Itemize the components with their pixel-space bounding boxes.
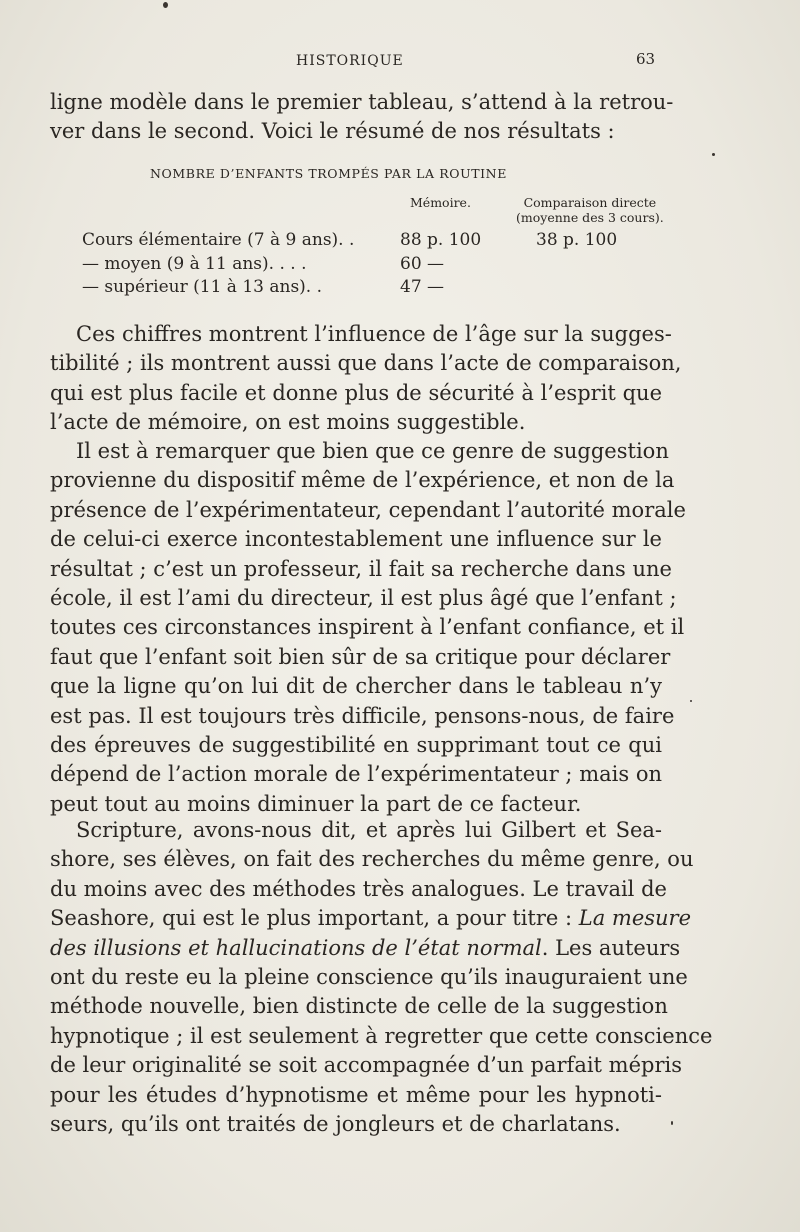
text-line: Scripture, avons-nous dit, et après lui Gilbert et Sea- bbox=[76, 818, 662, 842]
text-line: pour les études d’hypnotisme et même pour les hypnoti- bbox=[50, 1082, 662, 1107]
text-line: dépend de l’action morale de l’expérimentateur ; mais on bbox=[50, 762, 662, 787]
running-title: HISTORIQUE bbox=[296, 53, 404, 69]
title-italic: des illusions et hallucinations de l’état normal bbox=[50, 935, 542, 960]
text-line: hypnotique ; il est seulement à regretter que cette conscience bbox=[50, 1023, 713, 1048]
text-line: méthode nouvelle, bien distincte de celle de la suggestion bbox=[50, 994, 668, 1019]
text-line: de celui-ci exerce incontestablement une influence sur le bbox=[50, 527, 662, 552]
text-line: Ces chiffres montrent l’influence de l’âge sur la sugges- bbox=[76, 322, 672, 346]
paragraph-3 bbox=[50, 816, 713, 1139]
ink-speck bbox=[712, 153, 715, 156]
column-header-line: Comparaison directe bbox=[523, 195, 657, 210]
text-line: qui est plus facile et donne plus de sécurité à l’esprit que bbox=[50, 380, 662, 405]
text-line: shore, ses élèves, on fait des recherches du même genre, ou bbox=[50, 847, 694, 872]
text-line: résultat ; c’est un professeur, il fait sa recherche dans une bbox=[50, 556, 672, 581]
page-number: 63 bbox=[636, 50, 656, 68]
ink-speck bbox=[690, 700, 692, 702]
paragraph-2 bbox=[50, 437, 686, 819]
text-line: école, il est l’ami du directeur, il est plus âgé que l’enfant ; bbox=[50, 586, 677, 611]
text-line bbox=[50, 904, 692, 933]
row-memoire-value: 60 — bbox=[400, 254, 445, 274]
row-memoire-value: 88 p. 100 bbox=[400, 230, 482, 250]
text-line: que la ligne qu’on lui dit de chercher dans le tableau n’y bbox=[50, 674, 662, 699]
text-line: toutes ces circonstances inspirent à l’enfant confiance, et il bbox=[50, 615, 685, 640]
text-line: ver dans le second. Voici le résumé de nos résultats : bbox=[50, 119, 615, 144]
row-memoire-value: 47 — bbox=[400, 277, 445, 297]
row-label: Cours élémentaire (7 à 9 ans). . bbox=[82, 230, 355, 250]
text-segment: Seashore, qui est le plus important, a pour titre : bbox=[50, 906, 579, 931]
column-header-comparaison bbox=[516, 195, 664, 225]
paragraph-1 bbox=[50, 320, 682, 438]
row-label: — moyen (9 à 11 ans). . . . bbox=[82, 254, 307, 274]
text-line: Il est à remarquer que bien que ce genre de suggestion bbox=[76, 439, 669, 463]
table-row bbox=[82, 277, 642, 301]
column-header-line: (moyenne des 3 cours). bbox=[516, 210, 664, 225]
column-header-memoire: Mémoire. bbox=[410, 195, 471, 210]
text-line: de leur originalité se soit accompagnée d’un parfait mépris bbox=[50, 1053, 682, 1078]
text-line: peut tout au moins diminuer la part de ce facteur. bbox=[50, 791, 582, 816]
intro-paragraph bbox=[50, 88, 674, 147]
text-line: tibilité ; ils montrent aussi que dans l’acte de comparaison, bbox=[50, 351, 682, 376]
running-head bbox=[0, 50, 800, 74]
text-line: du moins avec des méthodes très analogues. Le travail de bbox=[50, 876, 667, 901]
text-line: ligne modèle dans le premier tableau, s’attend à la retrou- bbox=[50, 90, 674, 114]
table-row bbox=[82, 230, 642, 254]
text-line: l’acte de mémoire, on est moins suggestible. bbox=[50, 410, 526, 435]
text-line bbox=[50, 934, 681, 963]
title-italic: La mesure bbox=[578, 906, 692, 931]
table-caption: NOMBRE D’ENFANTS TROMPÉS PAR LA ROUTINE bbox=[150, 166, 507, 181]
ink-speck bbox=[163, 2, 168, 8]
text-line: des épreuves de suggestibilité en supprimant tout ce qui bbox=[50, 733, 662, 758]
text-line: présence de l’expérimentateur, cependant l’autorité morale bbox=[50, 497, 686, 522]
table-row bbox=[82, 254, 642, 278]
row-label: — supérieur (11 à 13 ans). . bbox=[82, 277, 323, 297]
text-line: seurs, qu’ils ont traités de jongleurs et de charlatans. bbox=[50, 1112, 621, 1137]
row-comparaison-value: 38 p. 100 bbox=[536, 230, 618, 250]
text-line: faut que l’enfant soit bien sûr de sa critique pour déclarer bbox=[50, 644, 671, 669]
text-line: est pas. Il est toujours très difficile, pensons-nous, de faire bbox=[50, 703, 675, 728]
text-line: provienne du dispositif même de l’expérience, et non de la bbox=[50, 468, 675, 493]
ink-speck bbox=[671, 1121, 673, 1125]
text-segment: . Les auteurs bbox=[541, 935, 681, 960]
text-line: ont du reste eu la pleine conscience qu’ils inauguraient une bbox=[50, 965, 688, 990]
